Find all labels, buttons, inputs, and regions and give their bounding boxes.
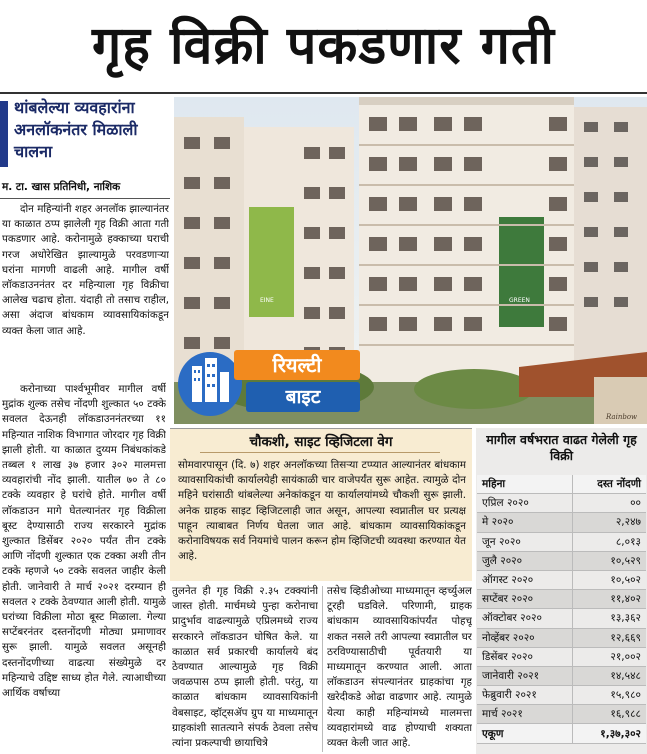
column-divider (322, 586, 323, 752)
table-row (477, 513, 646, 532)
month-cell: मे २०२० (477, 513, 572, 532)
realty-byte-badge (176, 344, 362, 424)
registration-count-cell: १३,३६२ (572, 609, 646, 628)
article-paragraph: तसेच व्हिडीओच्या माध्यमातून व्हर्च्युअल टूरही घडविले. परिणामी, ग्राहक बांधकाम व्यावसायिकांपर्यंत पोहचू शकत नसले तरी आपल्या स्वप्नातील घर ठरविण्यासाठीची पूर्वतयारी या माध्यमातून करण्यात आली. आता लॉकडाउन संपल्यानंतर ग्राहकांचा गृह खरेदीकडे ओढा वाढणार आहे. त्यामुळे येत्या काही महिन्यांमध्ये मालमत्ता व्यवहारांमध्ये वाढ होण्याची शक्यता व्यक्त केली जात आहे. (327, 585, 472, 750)
month-cell: फेब्रुवारी २०२१ (477, 686, 572, 705)
article-paragraph: करोनाच्या पार्श्वभूमीवर मागील वर्षी मुद्रांक शुल्क तसेच नोंदणी शुल्कात ५० टक्के सवलत देऊनही लॉकडाउननंतरच्या ११ महिन्यात नाशिक विभागात जोरदार गृह विक्री झाली होती. या काळात दुय्यम निबंधकांकडे तब्बल १ लाख ३७ हजार ३०२ मालमत्ता व्यवहारांची नोंद झाली. यातील ७० ते ८० टक्के व्यवहार हे घरांचे होते. मागील वर्षी लॉकडाउन मागे घेतल्यानंतर गृह विक्रीला बूस्ट देण्यासाठी राज्य सरकारने मुद्रांक शुल्कात डिसेंबर २०२० पर्यंत तीन टक्के आणि नोंदणी शुल्कात एक टक्का अशी तीन टक्के म्हणजे ५० टक्के सवलत जाहीर केली होती. जानेवारी ते मार्च २०२१ दरम्यान ही सवलत २ टक्के ठेवण्यात आली होती. यामुळे घरांच्या विक्रीला मोठा बूस्ट मिळाला. गेल्या सप्टेंबरनंतर दस्तनोंदणी मोठ्या प्रमाणावर सुरू झाली. यामुळे सवलत असूनही दस्तनोंदणीच्या वाढत्या संख्येमुळे दर महिन्याचे उद्दिष्ट साध्य होत गेले. त्याआधीच्या आर्थिक वर्षाच्या (2, 383, 166, 700)
month-cell: ऑक्टोबर २०२० (477, 609, 572, 628)
byline: म. टा. खास प्रतिनिधी, नाशिक (2, 181, 121, 193)
registration-count-cell: २१,००२ (572, 647, 646, 666)
registration-count-cell: १०,५०२ (572, 570, 646, 589)
article-paragraph: दोन महिन्यांनी शहर अनलॉक झाल्यानंतर या काळात ठप्प झालेली गृह विक्री आता गती पकडणार आहे. करोनामुळे हक्काच्या घराची गरज अधोरेखित झाल्यामुळे परवडणाऱ्या घरांना मागणी वाढली आहे. मागील वर्षी लॉकडाउननंतर दर महिन्याला गृह विक्रीचा आलेख चढाच होता. यंदाही तो तसाच राहील, असा अंदाज बांधकाम व्यावसायिकांकडून व्यक्त केला जात आहे. (2, 203, 169, 337)
month-cell: एप्रिल २०२० (477, 494, 572, 513)
registration-count-cell: १,३७,३०२ (572, 724, 646, 743)
table-row (477, 551, 646, 570)
inquiry-box-rule (200, 452, 440, 453)
article-column-middle (172, 584, 318, 754)
month-cell: मार्च २०२१ (477, 705, 572, 724)
month-cell: ऑगस्ट २०२० (477, 570, 572, 589)
month-cell: जानेवारी २०२१ (477, 666, 572, 685)
inquiry-box-title: चौकशी, साइट व्हिजिटला वेग (249, 434, 393, 450)
month-cell: नोव्हेंबर २०२० (477, 628, 572, 647)
month-cell: डिसेंबर २०२० (477, 647, 572, 666)
month-cell: महिना (477, 475, 572, 494)
table-row (477, 494, 646, 513)
table-row (477, 686, 646, 705)
article-column-left-top (2, 202, 169, 350)
table-row (477, 609, 646, 628)
table-row (477, 570, 646, 589)
table-header-row (477, 475, 646, 494)
inquiry-box-body (178, 458, 466, 578)
month-cell: एकूण (477, 724, 572, 743)
photo-label-sign: Rainbow (606, 413, 638, 421)
table-row (477, 628, 646, 647)
registration-count-cell: १२,६६९ (572, 628, 646, 647)
registration-count-cell: १०,५२९ (572, 551, 646, 570)
sales-table (477, 475, 646, 744)
month-cell: जून २०२० (477, 532, 572, 551)
byline-rule (0, 198, 170, 199)
registration-count-cell: ०० (572, 494, 646, 513)
article-column-left-bottom (2, 382, 166, 754)
inquiry-paragraph: सोमवारपासून (दि. ७) शहर अनलॉकच्या तिसऱ्या टप्प्यात आल्यानंतर बांधकाम व्यावसायिकांची कार्यालयेही सायंकाळी चार वाजेपर्यंत सुरू आहेत. त्यामुळे दोन महिने घरांसाठी थांबलेल्या अनेकांकडून या कार्यालयांमध्ये चौकशी सुरू झाली. अनेक ग्राहक साइट व्हिजिटलाही जात असून, आपल्या स्वप्नातील घर प्रत्यक्ष पाहून त्याबाबत निर्णय घेतला जात आहे. बांधकाम व्यावसायिकांकडून करोनाविषयक सर्व नियमांचे पालन करून होम व्हिजिटची व्यवस्था करण्यात येत आहे. (178, 459, 466, 563)
month-cell: जुलै २०२० (477, 551, 572, 570)
badge-top-label: रियल्टी (234, 350, 360, 380)
photo-label-left: EINE (260, 297, 274, 304)
registration-count-cell: १४,५४८ (572, 666, 646, 685)
subheading-accent-bar (0, 101, 8, 167)
registration-count-cell: १५,९८० (572, 686, 646, 705)
headline-rule (0, 92, 647, 94)
table-row (477, 590, 646, 609)
photo-label-right: GREEN (509, 297, 530, 304)
table-row (477, 705, 646, 724)
registration-count-cell: ११,४०२ (572, 590, 646, 609)
registration-count-cell: दस्त नोंदणी (572, 475, 646, 494)
article-column-right (327, 584, 472, 754)
month-cell: सप्टेंबर २०२० (477, 590, 572, 609)
table-row (477, 647, 646, 666)
badge-bottom-label: बाइट (246, 382, 360, 412)
registration-count-cell: १६,९८८ (572, 705, 646, 724)
table-row (477, 666, 646, 685)
subheading: थांबलेल्या व्यवहारांना अनलॉकनंतर मिळाली चालना (14, 98, 138, 161)
table-total-row (477, 724, 646, 743)
headline: गृह विक्री पकडणार गती (92, 16, 555, 76)
article-paragraph: तुलनेत ही गृह विक्री २.३५ टक्क्यांनी जास्त होती. मार्चमध्ये पुन्हा करोनाचा प्रादुर्भाव वाढल्यामुळे एप्रिलमध्ये राज्य सरकारने लॉकडाउन घोषित केले. या काळात सर्व प्रकारची कार्यालये बंद ठेवण्यात आल्यामुळे गृह विक्री जवळपास ठप्प झाली होती. परंतु, या काळात बांधकाम व्यावसायिकांनी वेबसाइट, व्हॉट्सॲप ग्रुप या माध्यमातून ग्राहकांशी सातत्याने संपर्क ठेवला तसेच त्यांना प्रकल्पाची छायाचित्रे (172, 585, 318, 750)
registration-count-cell: ८,०१३ (572, 532, 646, 551)
sales-table-title: मागील वर्षभरात वाढत गेलेली गृह विक्री (486, 432, 637, 463)
registration-count-cell: २,२४७ (572, 513, 646, 532)
table-row (477, 532, 646, 551)
